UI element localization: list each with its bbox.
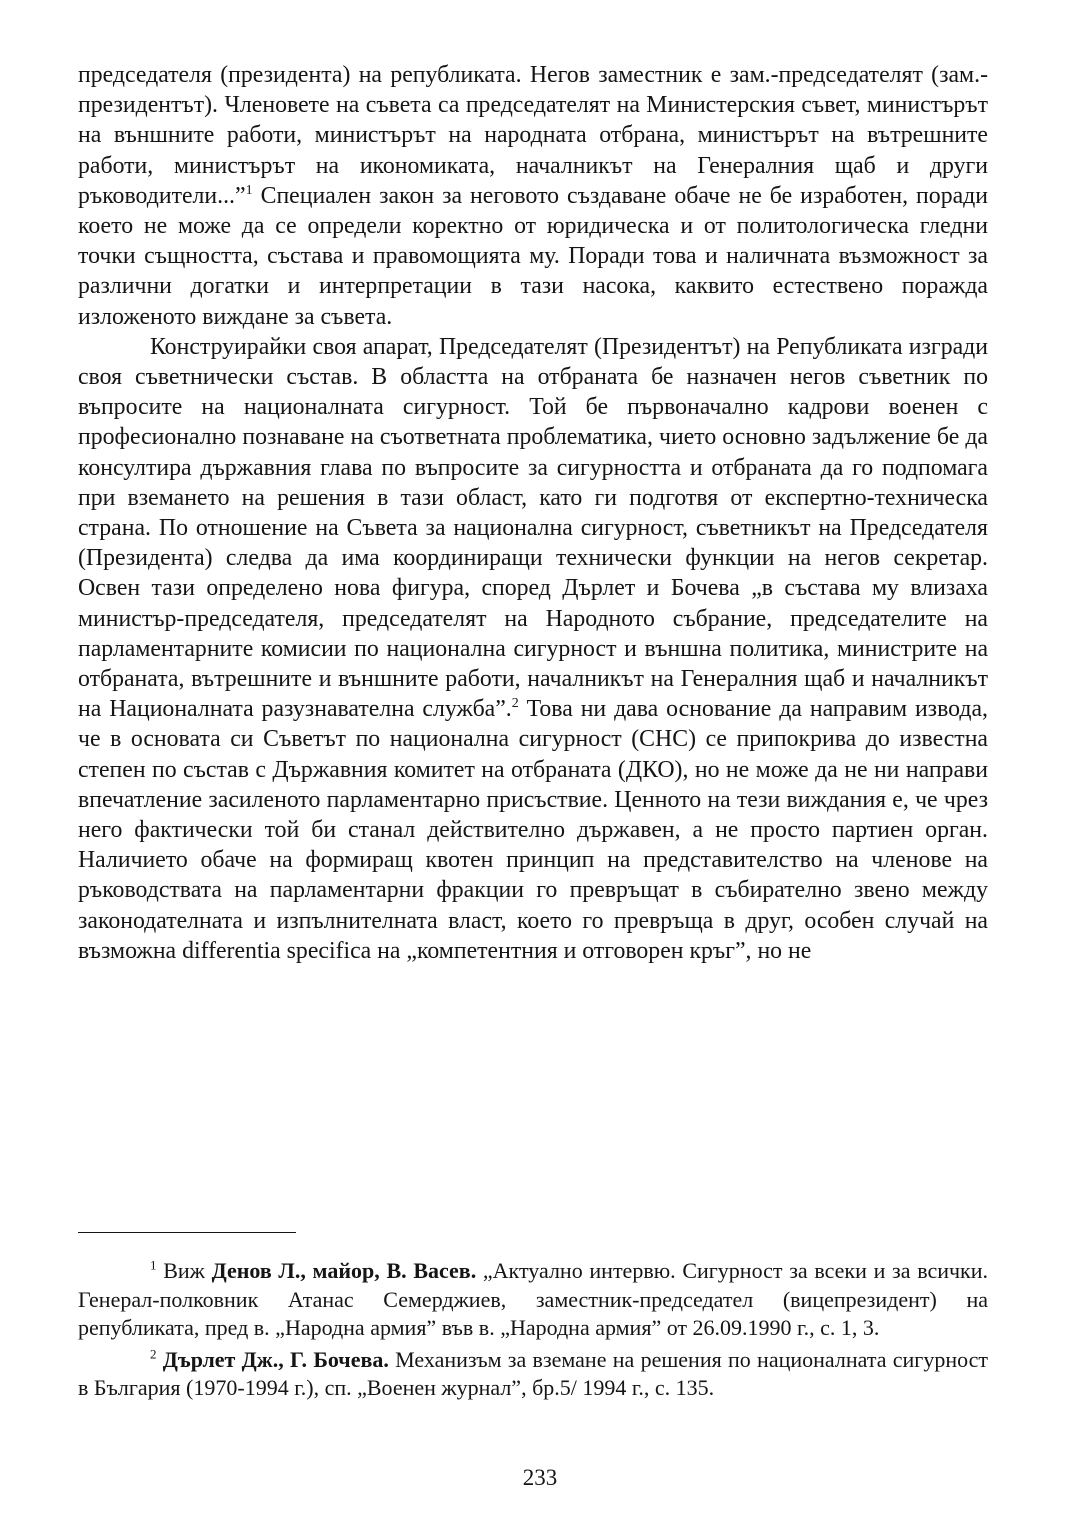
paragraph-1-text-b: Специален закон за неговото създаване обаче не бе изработен, поради което не може да се определи коректно от юридическа и от политологическа гледни точки същността, състава и правомощията му. Поради това и наличната възможност за различни догатки и интерпретации в тази насока, каквито естествено поражда изложеното виждане за съвета. (78, 182, 988, 330)
footnote-1-text: „Актуално интервю. Сигурност за всеки и за всички. Генерал-полковник Атанас Семерджиев, заместник-председател (вицепрезидент) на републиката, пред в. „Народна армия” във в. „Народна армия” от 26.09.1990 г., с. 1, 3. (78, 1258, 989, 1340)
footnote-ref-1[interactable]: 1 (245, 182, 253, 198)
footnotes (78, 1257, 988, 1406)
page-number: 233 (522, 1465, 558, 1490)
footnote-ref-2[interactable]: 2 (511, 696, 519, 712)
footnote-1 (78, 1257, 988, 1343)
paragraph-2-text-b: Това ни дава основание да направим извода, че в основата си Съветът по национална сигурност (СНС) се припокрива до известна степен по състав с Държавния комитет на отбраната (ДКО), но не може да не ни направи впечатление засиленото парламентарно присъствие. Ценното на тези виждания е, че чрез него фактически той би станал действително държавен, а не просто партиен орган. Наличието обаче на формиращ квотен принцип на представителство на членове на ръководствата на парламентарни фракции го превръщат в събирателно звено между законодателната и изпълнителната власт, което го превръща в друг, особен случай на възможна differentia specifica на „компетентния и отговорен кръг”, но не (78, 696, 988, 964)
footnote-2 (78, 1346, 988, 1403)
paragraph-1 (78, 60, 988, 332)
footnote-separator (78, 1232, 296, 1233)
footnote-1-pre: Виж (163, 1258, 212, 1283)
footnote-2-authors: Дърлет Дж., Г. Бочева. (162, 1346, 389, 1372)
main-text (78, 60, 988, 966)
paragraph-2-text-a: Конструирайки своя апарат, Председателят (Президентът) на Републиката изгради своя съветнически състав. В областта на отбраната бе назначен негов съветник по въпросите на националната сигурност. Той бе първоначално кадрови военен с професионално познаване на съответната проблематика, чието основно задължение бе да консултира държавния глава по въпросите за сигурността и отбраната да го подпомага при вземането на решения в тази област, като ги подготвя от експертно-техническа страна. По отношение на Съвета за национална сигурност, съветникът на Председателя (Президента) следва да има координиращи технически функции на негов секретар. Освен тази определено нова фигура, според Дърлет и Бочева „в състава му влизаха министър-председателя, председателят на Народното събрание, председателите на парламентарните комисии по национална сигурност и външна политика, министрите на отбраната, вътрешните и външните работи, началникът на Генералния щаб и началникът на Националната разузнавателна служба”. (78, 333, 988, 723)
footnote-2-number: 2 (150, 1346, 157, 1362)
footnote-2-text: Механизъм за вземане на решения по националната сигурност в България (1970-1994 г.), сп. „Военен журнал”, бр.5/ 1994 г., с. 135. (78, 1346, 989, 1400)
paragraph-2 (78, 332, 988, 966)
paragraph-1-text-a: председателя (президента) на републиката. Негов заместник е зам.-председателят (зам.-президентът). Членовете на съвета са председателят на Министерския съвет, министърът на външните работи, министърът на народната отбрана, министърът на вътрешните работи, министърът на икономиката, началникът на Генералния щаб и други ръководители...” (78, 62, 988, 209)
footnote-1-authors: Денов Л., майор, В. Васев. (211, 1258, 477, 1283)
footnote-1-number: 1 (150, 1257, 157, 1273)
